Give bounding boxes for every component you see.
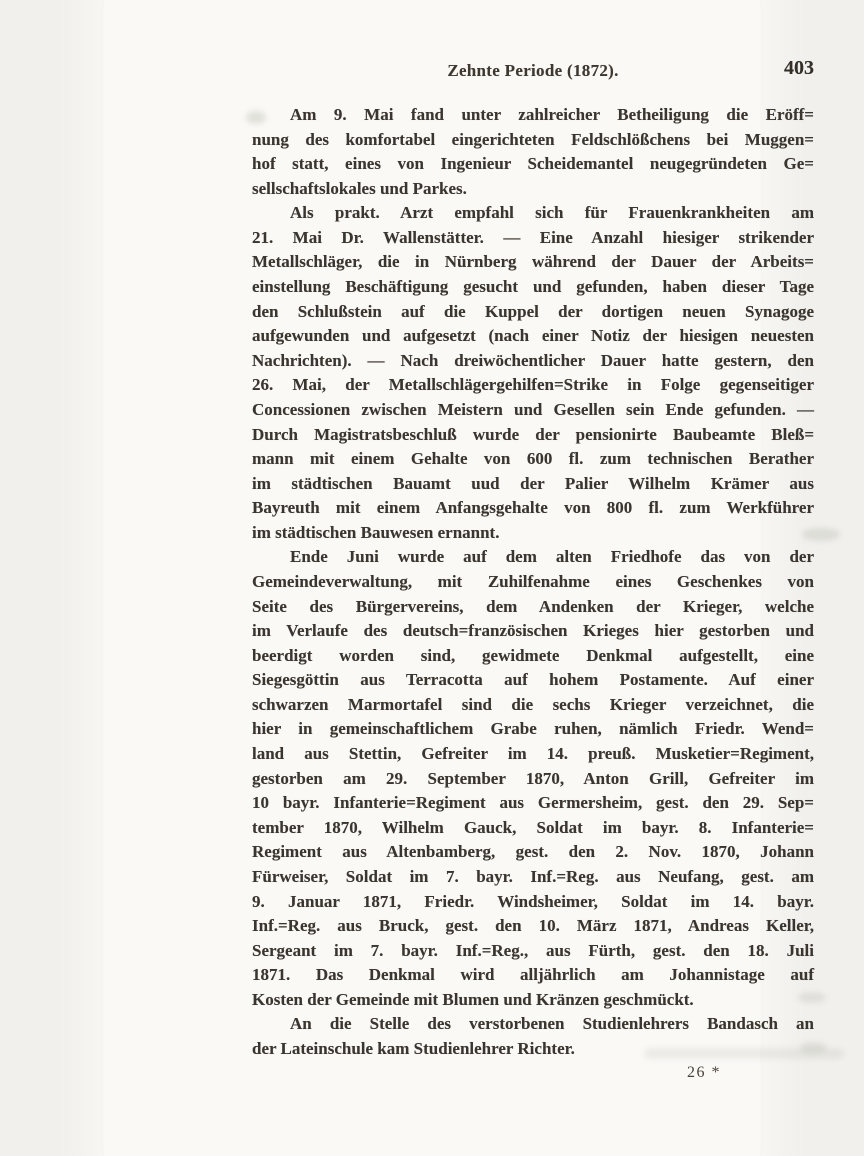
page-title: Zehnte Periode (1872). — [447, 61, 619, 80]
text-line: Sergeant im 7. bayr. Inf.=Reg., aus Fürth, gest. den 18. Juli — [252, 940, 814, 960]
text-line: im städtischen Bauwesen ernannt. — [252, 522, 500, 542]
text-line: land aus Stettin, Gefreiter im 14. preuß. Musketier=Regiment, — [252, 744, 814, 764]
text-line: im städtischen Bauamt uud der Palier Wilhelm Krämer aus — [252, 473, 814, 493]
text-line: tember 1870, Wilhelm Gauck, Soldat im bayr. 8. Infanterie= — [252, 817, 814, 837]
text-line: Als prakt. Arzt empfahl sich für Frauenkrankheiten am — [290, 203, 814, 223]
text-line: Concessionen zwischen Meistern und Gesellen sein Ende gefunden. — — [252, 399, 814, 419]
text-line: Siegesgöttin aus Terracotta auf hohem Postamente. Auf einer — [252, 670, 814, 690]
paper-sheet — [104, 0, 814, 1156]
text-line: gestorben am 29. September 1870, Anton Grill, Gefreiter im — [252, 768, 814, 788]
text-line: Inf.=Reg. aus Bruck, gest. den 10. März 1871, Andreas Keller, — [252, 916, 814, 936]
text-line: mann mit einem Gehalte von 600 fl. zum technischen Berather — [252, 449, 814, 469]
text-line: Nachrichten). — Nach dreiwöchentlicher Dauer hatte gestern, den — [252, 350, 814, 370]
text-line: Regiment aus Altenbamberg, gest. den 2. Nov. 1870, Johann — [252, 842, 814, 862]
text-line: Seite des Bürgervereins, dem Andenken der Krieger, welche — [252, 596, 814, 616]
page-number: 403 — [784, 57, 814, 79]
text-line: schwarzen Marmortafel sind die sechs Krieger verzeichnet, die — [252, 694, 814, 714]
text-line: sellschaftslokales und Parkes. — [252, 178, 467, 198]
text-line: Fürweiser, Soldat im 7. bayr. Inf.=Reg. aus Neufang, gest. am — [252, 866, 814, 886]
text-line: Durch Magistratsbeschluß wurde der pensionirte Baubeamte Bleß= — [252, 424, 814, 444]
text-line: hier in gemeinschaftlichem Grabe ruhen, nämlich Friedr. Wend= — [252, 719, 814, 739]
text-line: der Lateinschule kam Studienlehrer Richter. — [252, 1038, 575, 1058]
text-column — [252, 0, 814, 1156]
text-line: nung des komfortabel eingerichteten Feldschlößchens bei Muggen= — [252, 129, 814, 149]
text-line: Ende Juni wurde auf dem alten Friedhofe das von der — [290, 547, 814, 567]
text-line: Gemeindeverwaltung, mit Zuhilfenahme eines Geschenkes von — [252, 571, 814, 591]
text-line: Am 9. Mai fand unter zahlreicher Betheiligung die Eröff= — [290, 105, 814, 124]
text-line: Bayreuth mit einem Anfangsgehalte von 800 fl. zum Werkführer — [252, 498, 814, 518]
text-line: Metallschläger, die in Nürnberg während der Dauer der Arbeits= — [252, 252, 814, 272]
running-header — [252, 57, 814, 84]
text-line: 10 bayr. Infanterie=Regiment aus Germersheim, gest. den 29. Sep= — [252, 793, 814, 813]
text-line: 21. Mai Dr. Wallenstätter. — Eine Anzahl hiesiger strikender — [252, 227, 814, 247]
text-line: beerdigt worden sind, gewidmete Denkmal aufgestellt, eine — [252, 645, 814, 665]
text-line: 1871. Das Denkmal wird alljährlich am Johannistage auf — [252, 965, 814, 985]
text-line: Kosten der Gemeinde mit Blumen und Kränzen geschmückt. — [252, 989, 694, 1009]
text-line: 9. Januar 1871, Friedr. Windsheimer, Soldat im 14. bayr. — [252, 891, 814, 911]
text-line: den Schlußstein auf die Kuppel der dortigen neuen Synagoge — [252, 301, 814, 321]
text-line: An die Stelle des verstorbenen Studienlehrers Bandasch an — [290, 1014, 814, 1034]
signature-mark: 26 * — [687, 1064, 721, 1081]
text-line: 26. Mai, der Metallschlägergehilfen=Strike in Folge gegenseitiger — [252, 375, 814, 395]
text-line: im Verlaufe des deutsch=französischen Krieges hier gestorben und — [252, 621, 814, 641]
text-line: einstellung Beschäftigung gesucht und gefunden, haben dieser Tage — [252, 277, 814, 297]
body-text — [252, 103, 814, 1062]
text-line: aufgewunden und aufgesetzt (nach einer Notiz der hiesigen neuesten — [252, 326, 814, 346]
text-line: hof statt, eines von Ingenieur Scheidemantel neugegründeten Ge= — [252, 154, 814, 174]
